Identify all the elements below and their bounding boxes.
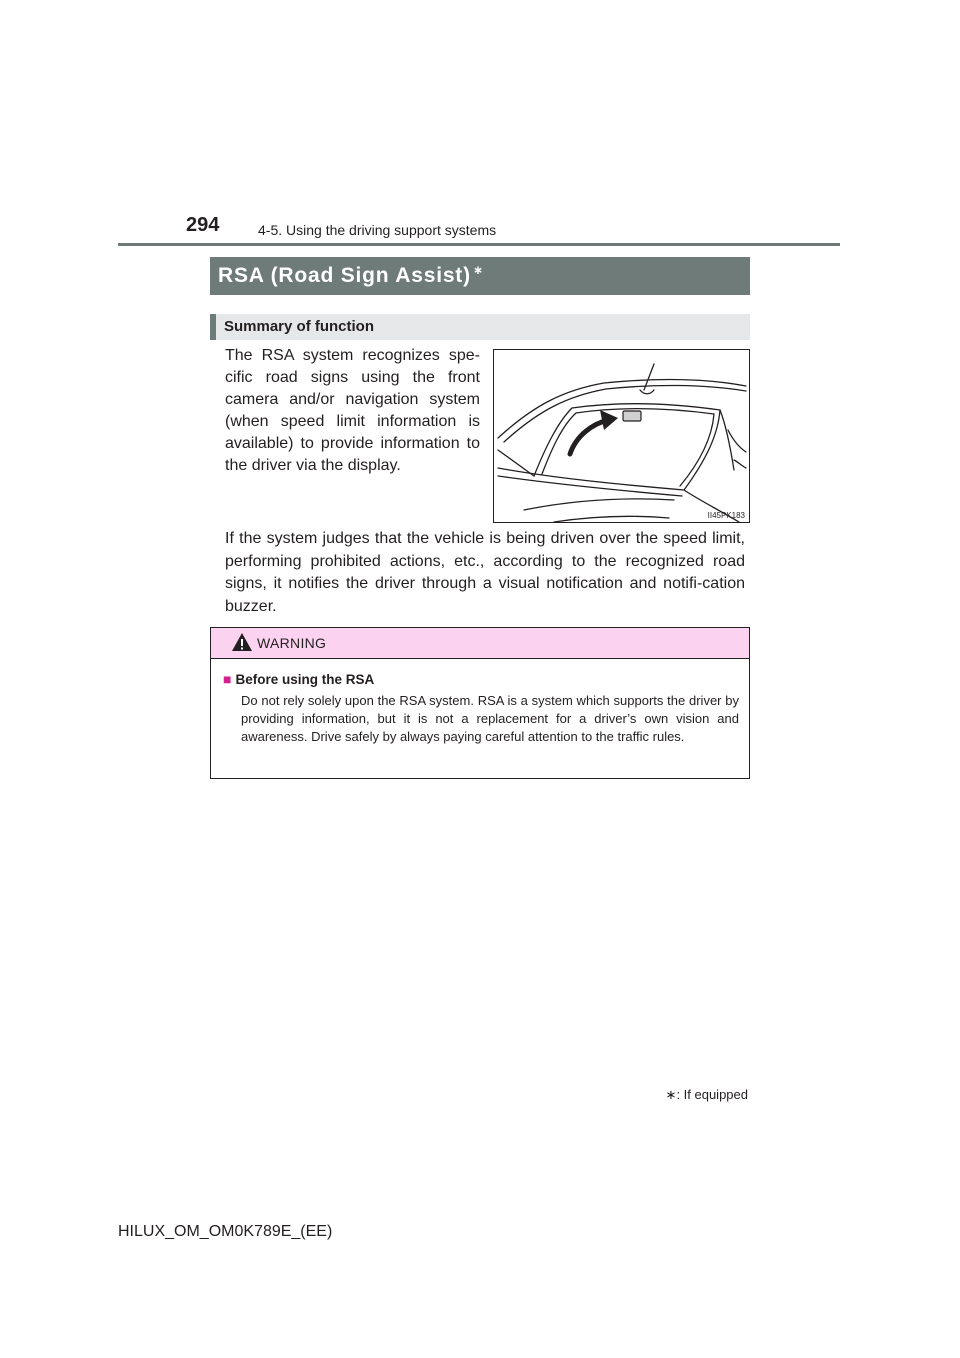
warning-header <box>211 628 749 659</box>
intro-paragraph: The RSA system recognizes spe-cific road signs using the front camera and/or navigation system (when speed limit information is available) to provide information to the driver via the display. <box>225 347 480 474</box>
subheading-bar <box>210 314 750 340</box>
arrow-icon <box>570 410 618 454</box>
page-title: RSA (Road Sign Assist) ∗ <box>218 263 484 287</box>
warning-box <box>210 627 750 779</box>
warning-label: WARNING <box>257 635 327 651</box>
bullet-square-icon: ■ <box>223 671 232 687</box>
warning-item-body: Do not rely solely upon the RSA system. RSA is a system which supports the driver by providing information, but it is not a replacement for a driver’s own vision and awareness. Drive safely by always paying careful attention to the traffic rules. <box>241 693 739 744</box>
section-title: 4-5. Using the driving support systems <box>258 222 497 238</box>
equipped-marker: ∗ <box>472 263 484 277</box>
header-divider <box>118 243 840 246</box>
warning-triangle-icon <box>231 632 253 652</box>
page-number: 294 <box>186 214 220 236</box>
figure-code: II45PK183 <box>707 511 745 520</box>
camera-unit <box>623 411 641 421</box>
footnote: ∗: If equipped <box>665 1087 748 1102</box>
subheading-accent <box>210 314 216 340</box>
document-code: HILUX_OM_OM0K789E_(EE) <box>118 1223 333 1240</box>
windshield-camera-illustration <box>493 349 750 523</box>
equipped-marker: ∗ <box>665 1087 677 1102</box>
subheading-label: Summary of function <box>224 318 375 335</box>
body-paragraph: If the system judges that the vehicle is being driven over the speed limit, performing prohibited actions, etc., according to the recognized road signs, it notifies the driver through a visual notification and notifi-cation buzzer. <box>225 530 745 615</box>
windshield-drawing <box>494 350 750 523</box>
section-title-bar <box>210 257 750 295</box>
warning-item-title: ■ Before using the RSA <box>223 671 375 687</box>
